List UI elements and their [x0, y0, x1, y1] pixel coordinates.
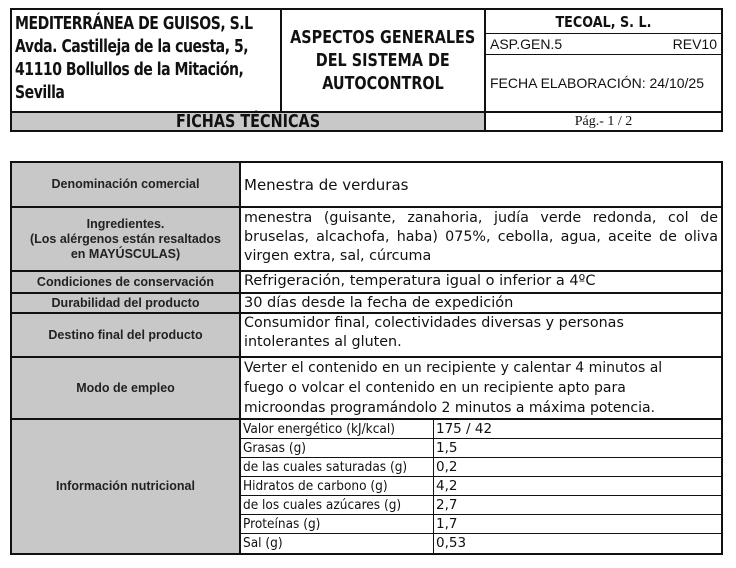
nutrition-name [241, 534, 434, 553]
title-line: DEL SISTEMA DE [315, 50, 451, 71]
value-denominacion: Menestra de verduras [241, 163, 721, 208]
section-title-text: FICHAS TÉCNICAS [175, 111, 321, 132]
label-line: en MAYÚSCULAS) [70, 246, 181, 261]
nutrition-name-text: Sal (g) [243, 535, 283, 551]
nutrition-value: 1,7 [434, 515, 721, 534]
value-durabilidad: 30 días desde la fecha de expedición [241, 294, 721, 314]
label-destino: Destino final del producto [12, 314, 241, 358]
company-address-line: 41110 Bollullos de la Mitación, [15, 59, 244, 80]
nutrition-value: 0,53 [436, 535, 467, 551]
label-ingredientes [12, 208, 241, 272]
page-number: Pág.- 1 / 2 [486, 111, 721, 130]
elaboration-date: FECHA ELABORACIÓN: 24/10/25 [490, 75, 704, 91]
nutrition-name [241, 496, 434, 515]
title-line: AUTOCONTROL [322, 73, 444, 94]
label-conservacion: Condiciones de conservación [12, 272, 241, 294]
nutrition-name-text: de los cuales azúcares (g) [243, 497, 402, 513]
nutrition-name [241, 477, 434, 496]
value-destino: Consumidor final, colectividades diversas y personas intolerantes al gluten. [241, 314, 721, 358]
nutrition-name-text: de las cuales saturadas (g) [243, 459, 408, 475]
company-block [12, 10, 282, 111]
nutrition-name [241, 439, 434, 458]
company-address-line: Avda. Castilleja de la cuesta, 5, [15, 36, 249, 57]
title-line: ASPECTOS GENERALES [290, 27, 476, 48]
company-name: MEDITERRÁNEA DE GUISOS, S.L [15, 13, 253, 34]
label-durabilidad: Durabilidad del producto [12, 294, 241, 314]
value-conservacion: Refrigeración, temperatura igual o inferior a 4ºC [241, 272, 721, 294]
nutrition-value: 175 / 42 [434, 420, 721, 439]
section-title [12, 111, 486, 130]
nutrition-value: 2,7 [434, 496, 721, 515]
technical-sheet-table [10, 161, 723, 555]
company-address-line: Sevilla [15, 82, 65, 103]
nutrition-name [241, 515, 434, 534]
nutrition-value: 0,2 [434, 458, 721, 477]
nutrition-name [241, 420, 434, 439]
organization-text: TECOAL, S. L. [555, 13, 652, 31]
document-title [282, 10, 486, 111]
nutrition-name-text: Valor energético (kJ/kcal) [243, 421, 395, 437]
nutrition-name-text: Proteínas (g) [243, 516, 321, 532]
value-modo-empleo: Verter el contenido en un recipiente y calentar 4 minutos al fuego o volcar el contenido en un recipiente apto para microondas programándolo 2 minutos a máxima potencia. [241, 358, 721, 420]
document-header [10, 8, 723, 132]
nutrition-value: 1,5 [434, 439, 721, 458]
nutrition-value: 4,2 [434, 477, 721, 496]
organization-name [486, 10, 721, 34]
label-denominacion: Denominación comercial [12, 163, 241, 208]
label-line: Ingredientes. [86, 216, 165, 231]
nutrition-name-text: Grasas (g) [243, 440, 307, 456]
value-ingredientes: menestra (guisante, zanahoria, judía verde redonda, col de bruselas, alcachofa, haba) 075%, cebolla, agua, aceite de oliva virgen extra, sal, cúrcuma [241, 208, 721, 272]
revision: REV10 [672, 36, 717, 52]
label-modo-empleo: Modo de empleo [12, 358, 241, 420]
label-line: (Los alérgenos están resaltados [29, 231, 222, 246]
document-code-row [486, 34, 721, 55]
document-code: ASP.GEN.5 [490, 36, 563, 52]
nutrition-name [241, 458, 434, 477]
nutrition-name-text: Hidratos de carbono (g) [243, 478, 388, 494]
label-nutricion: Información nutricional [12, 420, 241, 553]
